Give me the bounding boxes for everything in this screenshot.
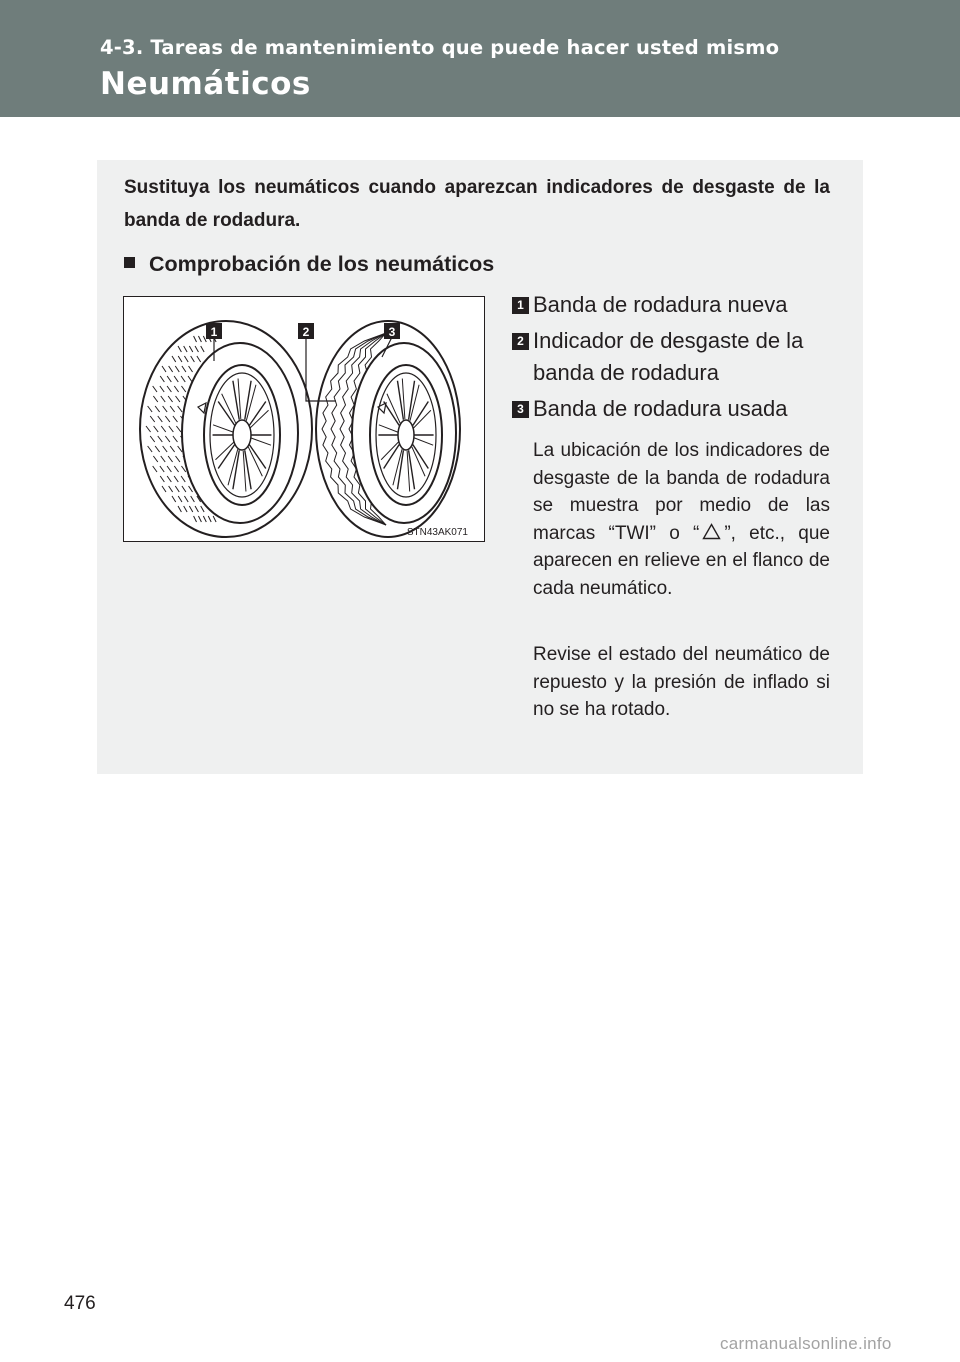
number-badge-3: 3	[512, 401, 529, 418]
twi-note-text-start: La ubicación de los indicadores de desgaste de la banda de rodadura se muestra por medio de las marcas “TWI” o “	[533, 440, 830, 544]
new-tread-tire	[140, 321, 312, 537]
triangle-outline-icon	[702, 523, 721, 540]
svg-text:2: 2	[302, 325, 310, 339]
section-title: 4-3. Tareas de mantenimiento que puede hacer usted mismo	[100, 36, 780, 59]
page-number: 476	[64, 1293, 96, 1314]
image-code: STN43AK071	[406, 527, 468, 538]
legend-item-1	[512, 289, 842, 321]
page-header	[0, 0, 960, 117]
number-badge-1: 1	[512, 297, 529, 314]
intro-paragraph: Sustituya los neumáticos cuando aparezcan indicadores de desgaste de la banda de rodadura.	[124, 177, 830, 231]
legend-list	[512, 289, 842, 429]
spare-tire-note: Revise el estado del neumático de repuesto y la presión de inflado si no se ha rotado.	[533, 644, 830, 720]
tire-wear-diagram	[124, 297, 484, 541]
legend-label-1: Banda de rodadura nueva	[533, 292, 788, 317]
subheading-text: Comprobación de los neumáticos	[149, 252, 495, 276]
callout-badge-2	[298, 323, 314, 339]
legend-item-3	[512, 393, 842, 425]
tire-illustration	[123, 296, 485, 542]
svg-text:1: 1	[210, 325, 218, 339]
twi-note-text-end: ”, etc., que aparecen en relieve en el flanco de cada neumático.	[533, 522, 830, 599]
square-bullet-icon	[124, 257, 135, 268]
legend-label-2: Indicador de desgaste de la banda de rodadura	[533, 328, 804, 385]
twi-note	[533, 437, 830, 602]
legend-item-2	[512, 325, 842, 389]
callout-badge-3	[384, 323, 400, 339]
legend-label-3: Banda de rodadura usada	[533, 396, 788, 421]
used-tread-tire	[316, 321, 460, 537]
callout-badge-1	[206, 323, 222, 339]
page-title: Neumáticos	[100, 66, 311, 102]
svg-text:3: 3	[388, 325, 396, 339]
subheading	[124, 250, 494, 278]
watermark: carmanualsonline.info	[720, 1334, 892, 1353]
number-badge-2: 2	[512, 333, 529, 350]
